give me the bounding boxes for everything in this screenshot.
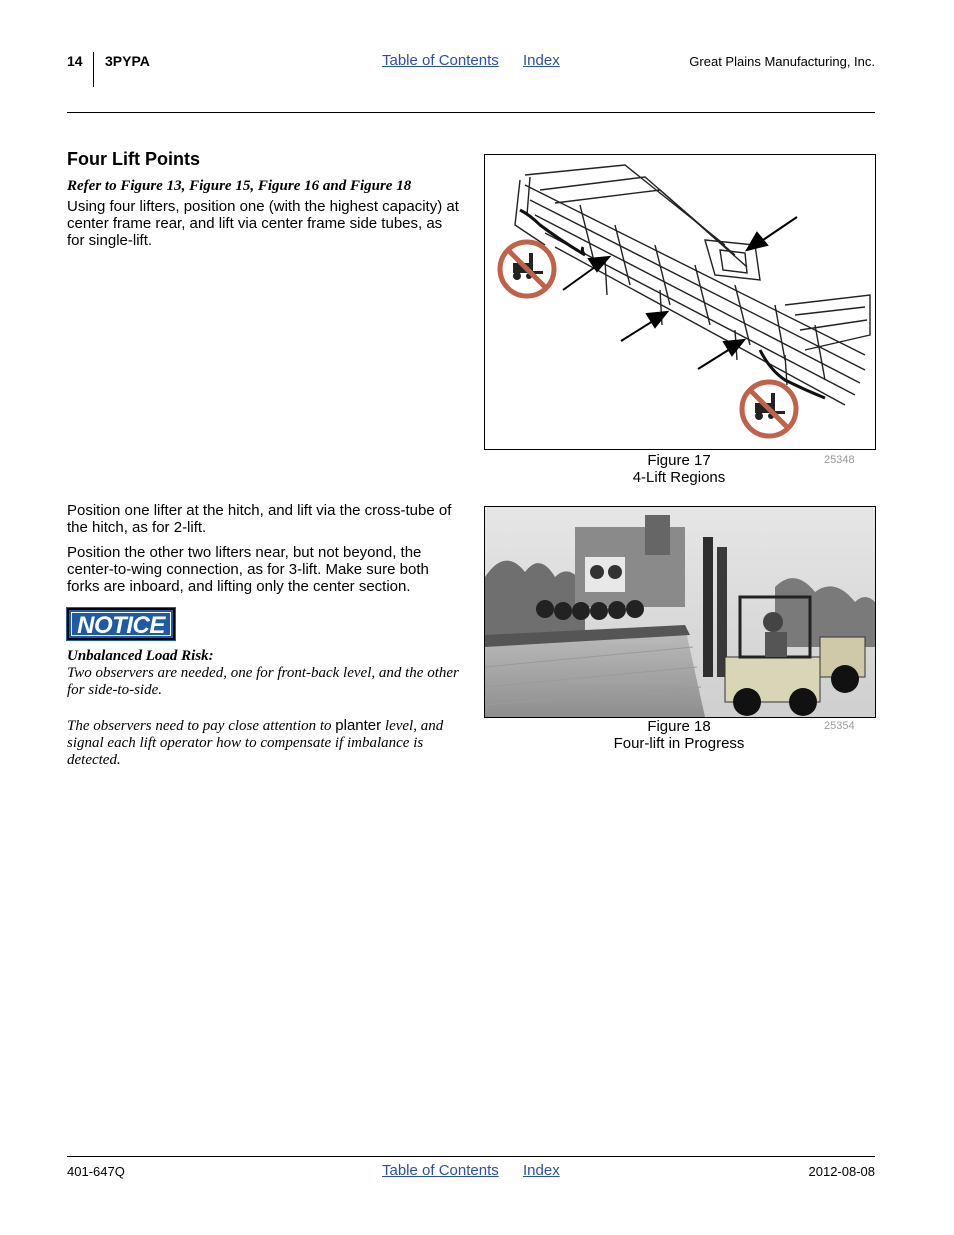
notice-line-2c: level, and signal each lift operator how to compensate if imbalance is detected.	[67, 718, 444, 768]
figure-18-number: Figure 18	[647, 718, 711, 735]
notice-line-1: Two observers are needed, one for front-back level, and the other for side-to-side.	[67, 665, 459, 698]
notice-badge	[67, 608, 175, 640]
figure-17-id: 25348	[824, 454, 855, 466]
figure-17-title: 4-Lift Regions	[632, 469, 726, 486]
notice-line-2	[67, 717, 459, 769]
figure-18-image	[484, 506, 876, 718]
notice-line-2b: planter	[335, 717, 382, 734]
notice-line-2a: The observers need to pay close attention to	[67, 718, 332, 734]
footer-rule	[67, 1156, 875, 1157]
paragraph-3: Position the other two lifters near, but not beyond, the center-to-wing connection, as for 3-lift. Make sure both forks are inboard, and lifting only the center section.	[67, 544, 429, 595]
company-name: Great Plains Manufacturing, Inc.	[689, 54, 875, 69]
section-title: Four Lift Points	[67, 149, 200, 169]
page-number: 14	[67, 53, 83, 69]
figure-17-number: Figure 17	[647, 452, 711, 469]
figure-18-id: 25354	[824, 720, 855, 732]
header-toc-link[interactable]: Table of Contents	[382, 52, 499, 69]
planter-frame-drawing	[485, 155, 875, 449]
header-divider	[93, 52, 94, 87]
header-index-link[interactable]: Index	[523, 52, 560, 69]
forklift-photo	[485, 507, 875, 717]
footer-index-link[interactable]: Index	[523, 1162, 560, 1179]
paragraph-1: Using four lifters, position one (with the highest capacity) at center frame rear, and lift via center frame side tubes, as for single-lift.	[67, 198, 459, 249]
figure-17-image	[484, 154, 876, 450]
doc-date: 2012-08-08	[808, 1164, 875, 1179]
doc-number: 401-647Q	[67, 1164, 125, 1179]
header-rule	[67, 112, 875, 113]
notice-label: NOTICE	[71, 612, 171, 636]
refer-line: Refer to Figure 13, Figure 15, Figure 16 and Figure 18	[67, 178, 412, 194]
figure-18-caption	[484, 718, 874, 752]
figure-17-caption	[484, 452, 874, 486]
footer-toc-link[interactable]: Table of Contents	[382, 1162, 499, 1179]
no-forklift-icon-left	[500, 242, 554, 296]
figure-18-title: Four-lift in Progress	[613, 735, 745, 752]
no-forklift-icon-right	[742, 382, 796, 436]
paragraph-2: Position one lifter at the hitch, and lift via the cross-tube of the hitch, as for 2-lift.	[67, 502, 452, 536]
notice-heading: Unbalanced Load Risk:	[67, 648, 214, 664]
model-name: 3PYPA	[105, 53, 150, 69]
